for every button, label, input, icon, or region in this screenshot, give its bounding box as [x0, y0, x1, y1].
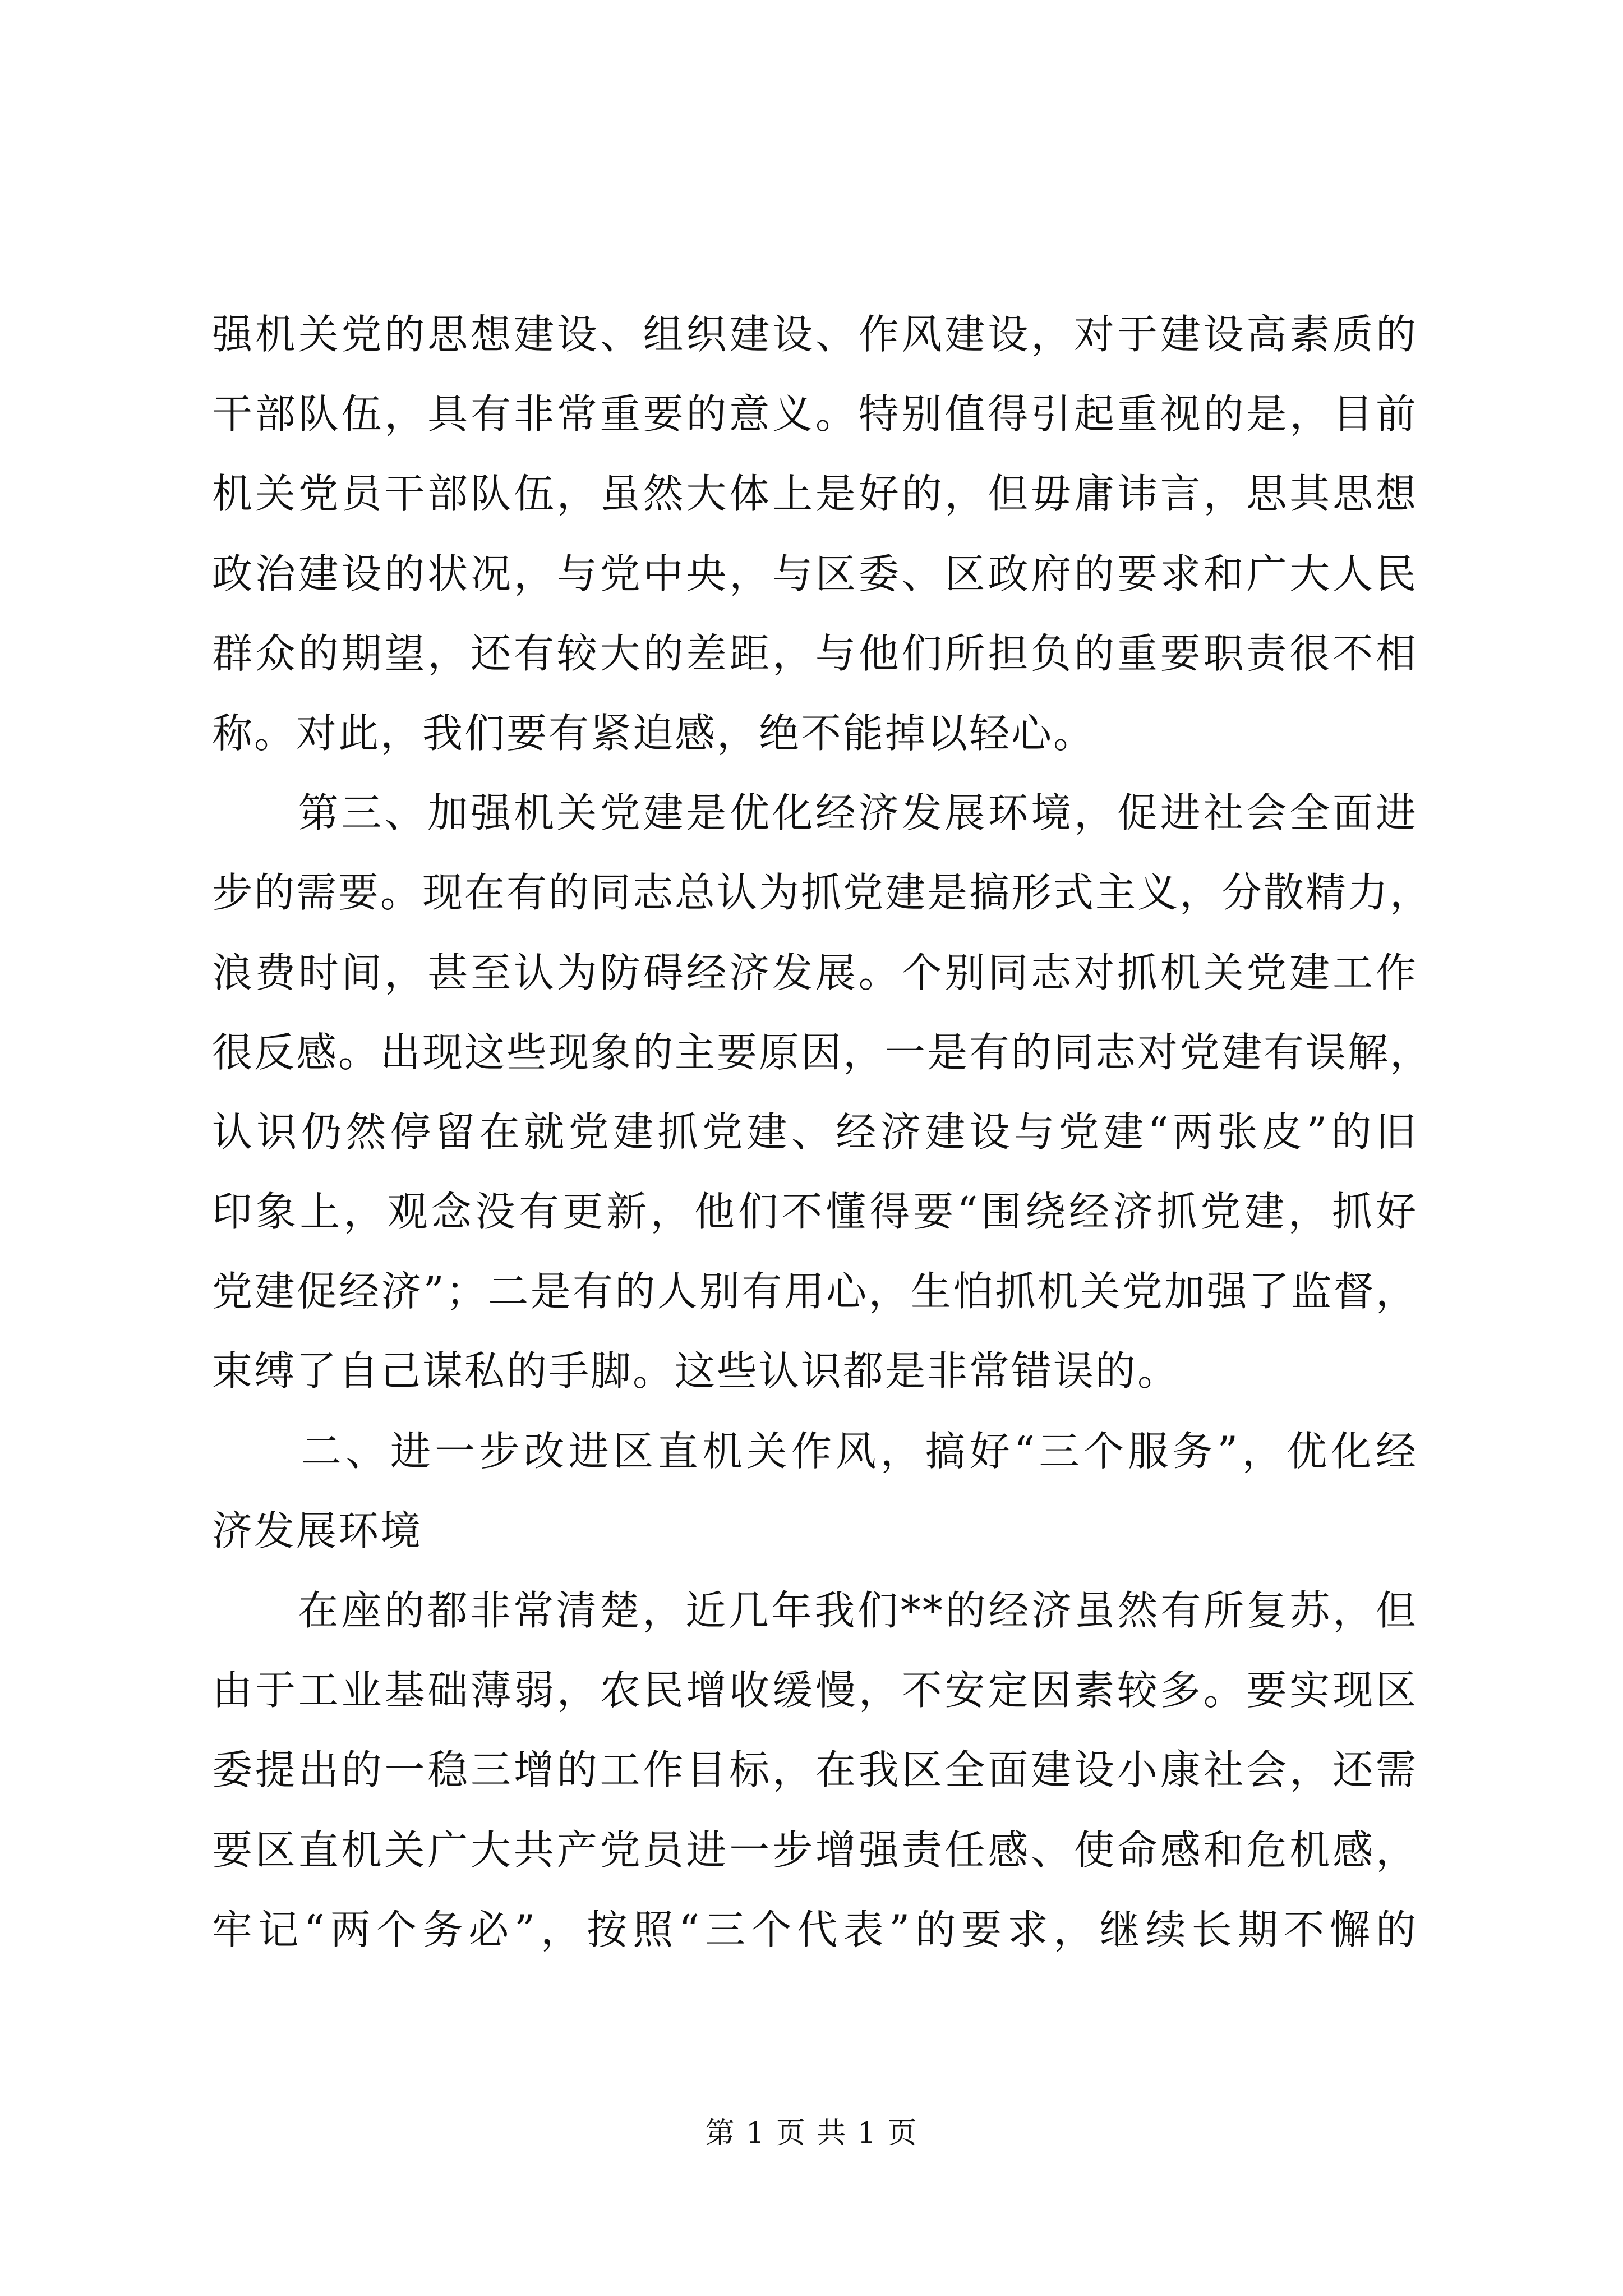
text-line: 干部队伍，具有非常重要的意义。特别值得引起重视的是，目前 — [212, 390, 1418, 438]
text-line: 党建促经济”；二是有的人别有用心，生怕抓机关党加强了监督， — [212, 1268, 1418, 1315]
text-line: 群众的期望，还有较大的差距，与他们所担负的重要职责很不相 — [212, 629, 1418, 677]
text-line: 印象上，观念没有更新，他们不懂得要“围绕经济抓党建，抓好 — [212, 1188, 1418, 1236]
text-line: 浪费时间，甚至认为防碍经济发展。个别同志对抓机关党建工作 — [212, 949, 1418, 996]
text-line: 政治建设的状况，与党中央，与区委、区政府的要求和广大人民 — [212, 550, 1418, 597]
text-line: 在座的都非常清楚，近几年我们**的经济虽然有所复苏，但 — [212, 1587, 1418, 1634]
text-line: 由于工业基础薄弱，农民增收缓慢，不安定因素较多。要实现区 — [212, 1667, 1418, 1714]
text-line: 称。对此，我们要有紧迫感，绝不能掉以轻心。 — [212, 709, 1096, 757]
page-footer: 第 1 页 共 1 页 — [705, 2116, 918, 2150]
text-line: 束缚了自己谋私的手脚。这些认识都是非常错误的。 — [212, 1347, 1180, 1395]
text-line: 机关党员干部队伍，虽然大体上是好的，但毋庸讳言，思其思想 — [212, 470, 1418, 518]
text-line: 牢记“两个务必”，按照“三个代表”的要求，继续长期不懈的 — [212, 1906, 1418, 1953]
body-text — [212, 295, 1432, 1970]
text-line: 济发展环境 — [212, 1507, 423, 1554]
text-line: 要区直机关广大共产党员进一步增强责任感、使命感和危机感， — [212, 1826, 1418, 1874]
text-line: 第三、加强机关党建是优化经济发展环境，促进社会全面进 — [212, 789, 1418, 837]
text-line: 委提出的一稳三增的工作目标，在我区全面建设小康社会，还需 — [212, 1746, 1418, 1794]
text-line: 强机关党的思想建设、组织建设、作风建设，对于建设高素质的 — [212, 311, 1418, 358]
text-line: 认识仍然停留在就党建抓党建、经济建设与党建“两张皮”的旧 — [212, 1108, 1418, 1156]
text-line: 二、进一步改进区直机关作风，搞好“三个服务”，优化经 — [212, 1427, 1418, 1475]
text-line: 很反感。出现这些现象的主要原因，一是有的同志对党建有误解， — [212, 1028, 1432, 1076]
text-line: 步的需要。现在有的同志总认为抓党建是搞形式主义，分散精力， — [212, 869, 1432, 917]
